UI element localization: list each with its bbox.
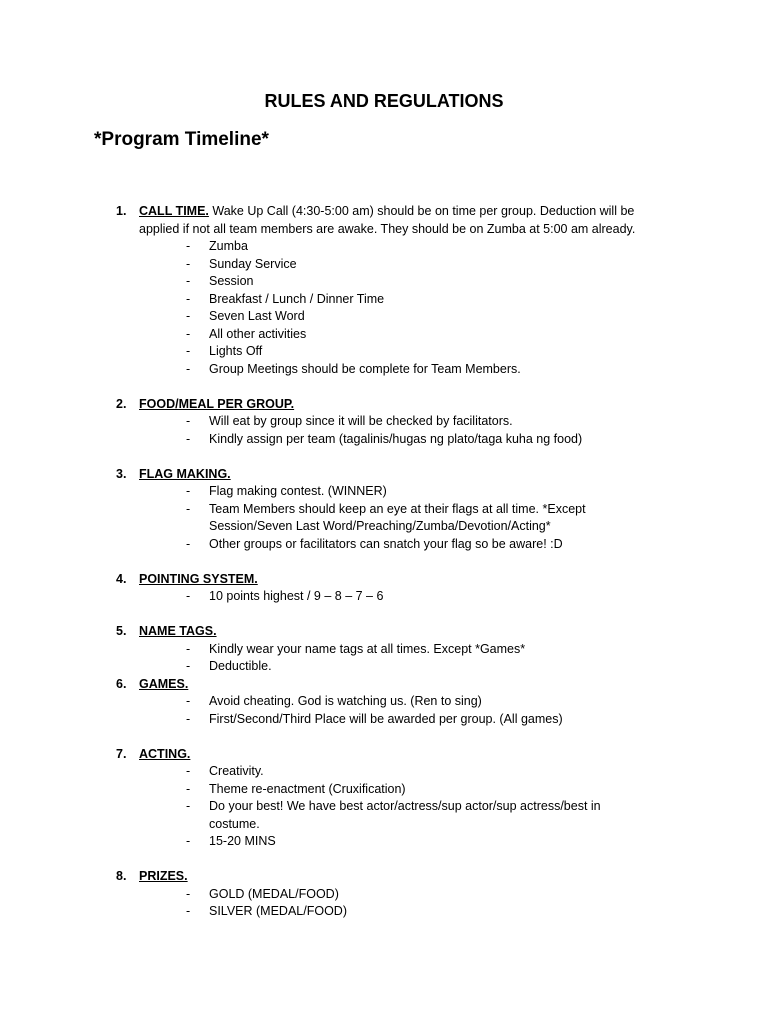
- rule-section-acting: [0, 746, 768, 851]
- section-header: [0, 571, 768, 589]
- bullet-item: - Sunday Service: [0, 256, 768, 274]
- section-number: 7.: [116, 746, 127, 761]
- bullet-item: - All other activities: [0, 326, 768, 344]
- bullet-list: [0, 641, 768, 676]
- spacer: [0, 448, 768, 466]
- spacer: [0, 728, 768, 746]
- rule-section-food-meal: [0, 396, 768, 449]
- bullet-item: - Avoid cheating. God is watching us. (Ren to sing): [0, 693, 768, 711]
- bullet-item: - Zumba: [0, 238, 768, 256]
- section-header: [0, 466, 768, 484]
- page-subtitle: *Program Timeline*: [94, 129, 269, 150]
- bullet-item: - 15-20 MINS: [0, 833, 768, 851]
- section-header: [0, 396, 768, 414]
- bullet-item: - First/Second/Third Place will be awarded per group. (All games): [0, 711, 768, 729]
- bullet-item: - Lights Off: [0, 343, 768, 361]
- section-heading: FOOD/MEAL PER GROUP.: [139, 396, 295, 411]
- bullet-item: - GOLD (MEDAL/FOOD): [0, 886, 768, 904]
- bullet-list: [0, 238, 768, 378]
- bullet-item: - Other groups or facilitators can snatch your flag so be aware! :D: [0, 536, 768, 554]
- section-header: [0, 746, 768, 764]
- rule-section-call-time: [0, 203, 768, 378]
- section-text: Wake Up Call (4:30-5:00 am) should be on time per group. Deduction will be applied if not all team members are awake. They should be on Zumba at 5:00 am already.: [139, 204, 636, 236]
- section-heading: FLAG MAKING.: [139, 466, 231, 481]
- bullet-list: [0, 763, 768, 851]
- section-number: 6.: [116, 676, 127, 691]
- rule-section-games: [0, 676, 768, 729]
- bullet-item: - Flag making contest. (WINNER): [0, 483, 768, 501]
- section-header: [0, 868, 768, 886]
- bullet-item: - Kindly wear your name tags at all times. Except *Games*: [0, 641, 768, 659]
- spacer: [0, 553, 768, 571]
- bullet-list: [0, 886, 768, 921]
- spacer: [0, 378, 768, 396]
- section-number: 4.: [116, 571, 127, 586]
- section-number: 8.: [116, 869, 127, 883]
- rule-section-pointing-system: [0, 571, 768, 606]
- section-header: [0, 203, 768, 238]
- bullet-item: - Do your best! We have best actor/actress/sup actor/sup actress/best in costume.: [0, 798, 768, 833]
- section-heading: PRIZES.: [139, 869, 188, 883]
- bullet-list: [0, 413, 768, 448]
- bullet-item: - Breakfast / Lunch / Dinner Time: [0, 291, 768, 309]
- section-heading: ACTING.: [139, 746, 191, 761]
- section-number: 3.: [116, 466, 127, 481]
- section-heading: NAME TAGS.: [139, 624, 217, 638]
- bullet-item: - Deductible.: [0, 658, 768, 676]
- spacer: [0, 851, 768, 869]
- bullet-item: - Group Meetings should be complete for Team Members.: [0, 361, 768, 379]
- rule-section-prizes: [0, 868, 768, 921]
- rule-section-name-tags: [0, 623, 768, 676]
- bullet-item: - 10 points highest / 9 – 8 – 7 – 6: [0, 588, 768, 606]
- rules-list: [0, 203, 768, 921]
- bullet-list: [0, 483, 768, 553]
- section-number: 2.: [116, 396, 127, 411]
- section-heading: CALL TIME.: [139, 204, 209, 218]
- bullet-item: - Session: [0, 273, 768, 291]
- section-header: [0, 676, 768, 694]
- section-number: 1.: [116, 204, 127, 218]
- bullet-item: - Kindly assign per team (tagalinis/hugas ng plato/taga kuha ng food): [0, 431, 768, 449]
- bullet-item: - Seven Last Word: [0, 308, 768, 326]
- bullet-item: - Will eat by group since it will be checked by facilitators.: [0, 413, 768, 431]
- bullet-list: [0, 588, 768, 606]
- section-heading: POINTING SYSTEM.: [139, 571, 258, 586]
- bullet-item: - SILVER (MEDAL/FOOD): [0, 903, 768, 921]
- bullet-item: - Theme re-enactment (Cruxification): [0, 781, 768, 799]
- page-title: RULES AND REGULATIONS: [264, 91, 504, 111]
- rule-section-flag-making: [0, 466, 768, 554]
- section-header: [0, 623, 768, 641]
- section-heading: GAMES.: [139, 676, 189, 691]
- bullet-item: - Team Members should keep an eye at their flags at all time. *Except Session/Seven Last Word/Preaching/Zumba/Devotion/Acting*: [0, 501, 768, 536]
- spacer: [0, 606, 768, 624]
- bullet-list: [0, 693, 768, 728]
- section-number: 5.: [116, 624, 127, 638]
- bullet-item: - Creativity.: [0, 763, 768, 781]
